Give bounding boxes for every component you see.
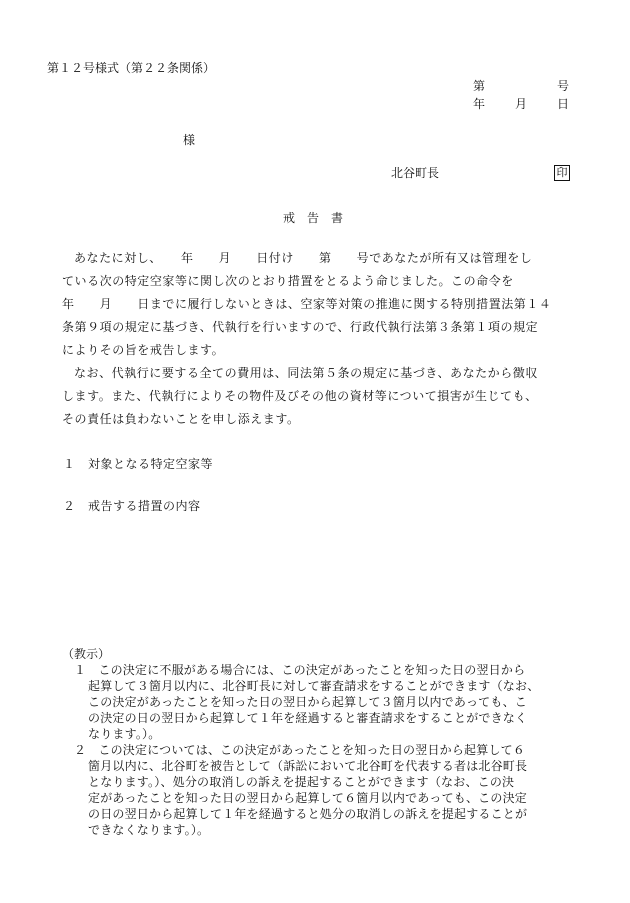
body-line: します。また、代執行によりその物件及びその他の資材等について損害が生じても、 xyxy=(62,389,538,403)
notice-line: この決定があったことを知った日の翌日から起算して３箇月以内であっても、こ xyxy=(88,695,527,709)
form-label: 第１２号様式（第２２条関係） xyxy=(47,61,216,75)
notice-line: となります。）、処分の取消しの訴えを提起することができます（なお、この決 xyxy=(88,775,515,789)
seal-mark: 印 xyxy=(554,165,570,181)
notice-line: １ この決定に不服がある場合には、この決定があったことを知った日の翌日から xyxy=(74,663,526,677)
body-line: その責任は負わないことを申し添えます。 xyxy=(62,412,300,426)
notice-line: の日の翌日から起算して１年を経過すると処分の取消しの訴えを提起することが xyxy=(88,807,528,821)
notice-line: 定があったことを知った日の翌日から起算して６箇月以内であっても、この決定 xyxy=(88,791,527,805)
notice-line: ２ この決定については、この決定があったことを知った日の翌日から起算して６ xyxy=(74,743,526,757)
body-line: あなたに対し、 年 月 日付け 第 号であなたが所有又は管理をし xyxy=(74,251,533,265)
doc-number-dai: 第 xyxy=(473,79,486,93)
notice-line: できなくなります。）。 xyxy=(88,823,210,837)
issuer-name: 北谷町長 xyxy=(391,166,440,180)
notice-heading: （教示） xyxy=(62,647,111,661)
notice-line: の決定の日の翌日から起算して１年を経過すると審査請求をすることができなく xyxy=(88,711,528,725)
addressee-suffix: 様 xyxy=(183,133,196,147)
notice-line: 箇月以内に、北谷町を被告として（訴訟において北谷町を代表する者は北谷町長 xyxy=(88,759,528,773)
body-line: なお、代執行に要する全ての費用は、同法第５条の規定に基づき、あなたから徴収 xyxy=(74,366,538,380)
date-year: 年 xyxy=(473,97,486,111)
item-target-property: １ 対象となる特定空家等 xyxy=(63,457,214,471)
date-day: 日 xyxy=(557,97,570,111)
date-month: 月 xyxy=(515,97,528,111)
body-line: によりその旨を戒告します。 xyxy=(62,343,225,357)
body-line: ている次の特定空家等に関し次のとおり措置をとるよう命じました。この命令を xyxy=(62,274,514,288)
document-title: 戒 告 書 xyxy=(283,211,344,225)
body-line: 年 月 日までに履行しないときは、空家等対策の推進に関する特別措置法第１４ xyxy=(62,297,552,311)
notice-line: 起算して３箇月以内に、北谷町長に対して審査請求をすることができます（なお、 xyxy=(88,679,540,693)
item-warned-measures: ２ 戒告する措置の内容 xyxy=(63,499,201,513)
doc-number-go: 号 xyxy=(557,79,570,93)
body-line: 条第９項の規定に基づき、代執行を行いますので、行政代執行法第３条第１項の規定 xyxy=(62,320,539,334)
notice-line: なります。）。 xyxy=(88,727,161,741)
